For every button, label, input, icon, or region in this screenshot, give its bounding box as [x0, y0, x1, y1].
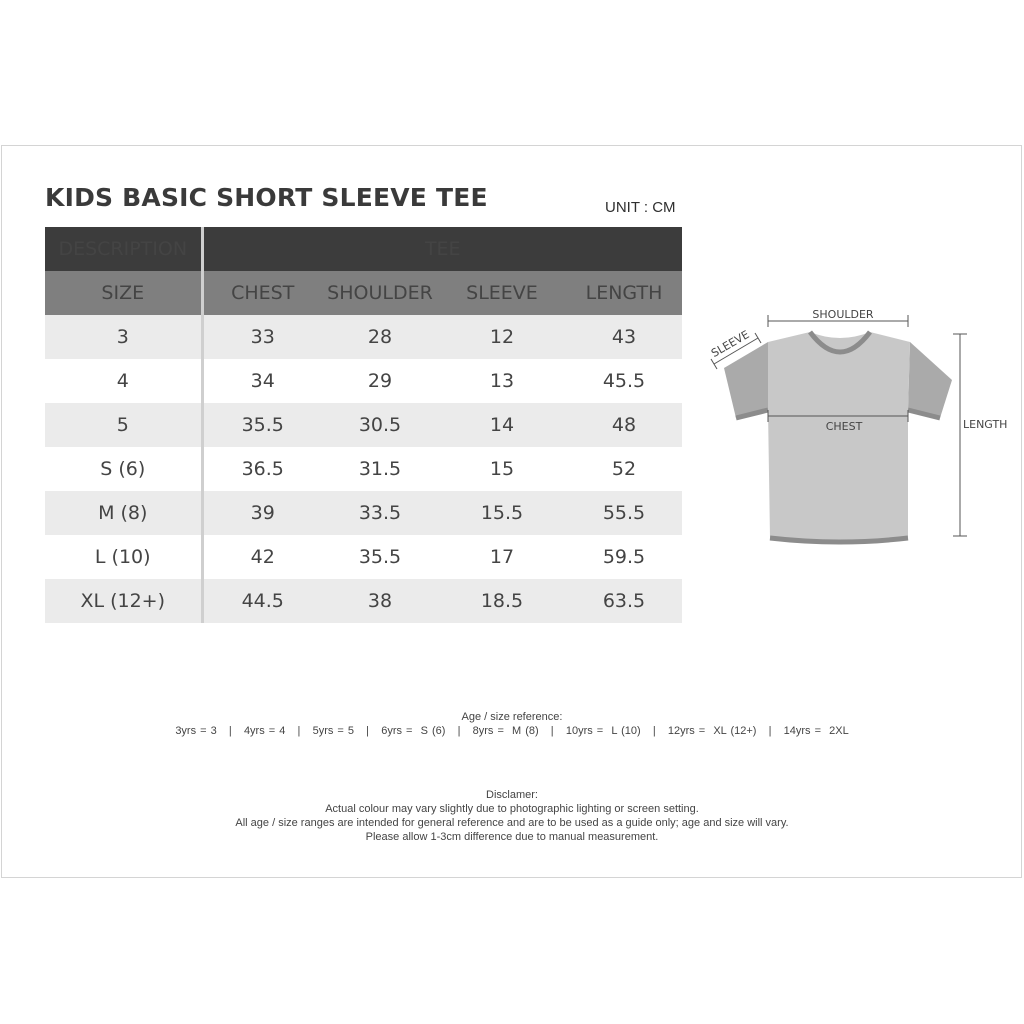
tee-header: TEE [202, 227, 682, 271]
length-cell: 48 [566, 403, 682, 447]
page-title: KIDS BASIC SHORT SLEEVE TEE [45, 183, 488, 212]
shoulder-cell: 28 [322, 315, 438, 359]
tshirt-body-shape [768, 332, 910, 542]
chest-cell: 35.5 [202, 403, 322, 447]
sleeve-cell: 14 [438, 403, 566, 447]
length-cell: 45.5 [566, 359, 682, 403]
length-cell: 43 [566, 315, 682, 359]
disclaimer-line: All age / size ranges are intended for general reference and are to be used as a guide only; age and size will vary. [235, 817, 789, 829]
tshirt-measurement-diagram [700, 300, 1020, 560]
chest-cell: 39 [202, 491, 322, 535]
length-cell: 59.5 [566, 535, 682, 579]
size-cell: 5 [45, 403, 202, 447]
size-reference-title: Age / size reference: [461, 711, 563, 723]
table-row [45, 579, 682, 623]
chest-label: CHEST [825, 420, 863, 433]
sleeve-tick-b [755, 333, 761, 343]
shoulder-cell: 30.5 [322, 403, 438, 447]
chest-cell: 42 [202, 535, 322, 579]
chest-cell: 34 [202, 359, 322, 403]
sleeve-cell: 17 [438, 535, 566, 579]
table-row [45, 535, 682, 579]
disclaimer-title: Disclamer: [486, 789, 538, 801]
size-cell: 3 [45, 315, 202, 359]
length-label: LENGTH [963, 418, 1008, 431]
column-header-chest: CHEST [202, 271, 322, 315]
length-cell: 52 [566, 447, 682, 491]
column-header-shoulder: SHOULDER [322, 271, 438, 315]
column-header-size: SIZE [45, 271, 202, 315]
chest-cell: 36.5 [202, 447, 322, 491]
size-cell: M (8) [45, 491, 202, 535]
table-row [45, 403, 682, 447]
size-table [45, 227, 682, 623]
sleeve-cell: 13 [438, 359, 566, 403]
shoulder-label: SHOULDER [812, 308, 874, 321]
shoulder-cell: 38 [322, 579, 438, 623]
sleeve-cell: 15.5 [438, 491, 566, 535]
right-sleeve-shape [908, 342, 952, 418]
length-cell: 55.5 [566, 491, 682, 535]
sleeve-tick-a [711, 359, 717, 369]
size-cell: XL (12+) [45, 579, 202, 623]
shoulder-cell: 35.5 [322, 535, 438, 579]
sleeve-cell: 18.5 [438, 579, 566, 623]
shoulder-cell: 31.5 [322, 447, 438, 491]
chest-cell: 33 [202, 315, 322, 359]
column-header-sleeve: SLEEVE [438, 271, 566, 315]
shoulder-cell: 33.5 [322, 491, 438, 535]
length-cell: 63.5 [566, 579, 682, 623]
sleeve-cell: 12 [438, 315, 566, 359]
column-header-length: LENGTH [566, 271, 682, 315]
column-header-row [45, 271, 682, 315]
left-sleeve-shape [724, 342, 768, 418]
size-cell: 4 [45, 359, 202, 403]
table-row [45, 315, 682, 359]
unit-label: UNIT : CM [605, 199, 676, 216]
table-header-row [45, 227, 682, 271]
description-header: DESCRIPTION [45, 227, 202, 271]
sleeve-label: SLEEVE [709, 327, 752, 360]
size-reference-line: 3yrs = 3 | 4yrs = 4 | 5yrs = 5 | 6yrs = S (6) | 8yrs = M (8) | 10yrs = L (10) | 12yrs = XL (12+) | 14yrs = 2XL [175, 725, 849, 737]
table-row [45, 359, 682, 403]
chest-cell: 44.5 [202, 579, 322, 623]
table-row [45, 447, 682, 491]
size-cell: L (10) [45, 535, 202, 579]
table-row [45, 491, 682, 535]
sleeve-cell: 15 [438, 447, 566, 491]
disclaimer-line: Please allow 1-3cm difference due to manual measurement. [365, 831, 659, 843]
shoulder-cell: 29 [322, 359, 438, 403]
disclaimer-line: Actual colour may vary slightly due to photographic lighting or screen setting. [325, 803, 699, 815]
size-cell: S (6) [45, 447, 202, 491]
